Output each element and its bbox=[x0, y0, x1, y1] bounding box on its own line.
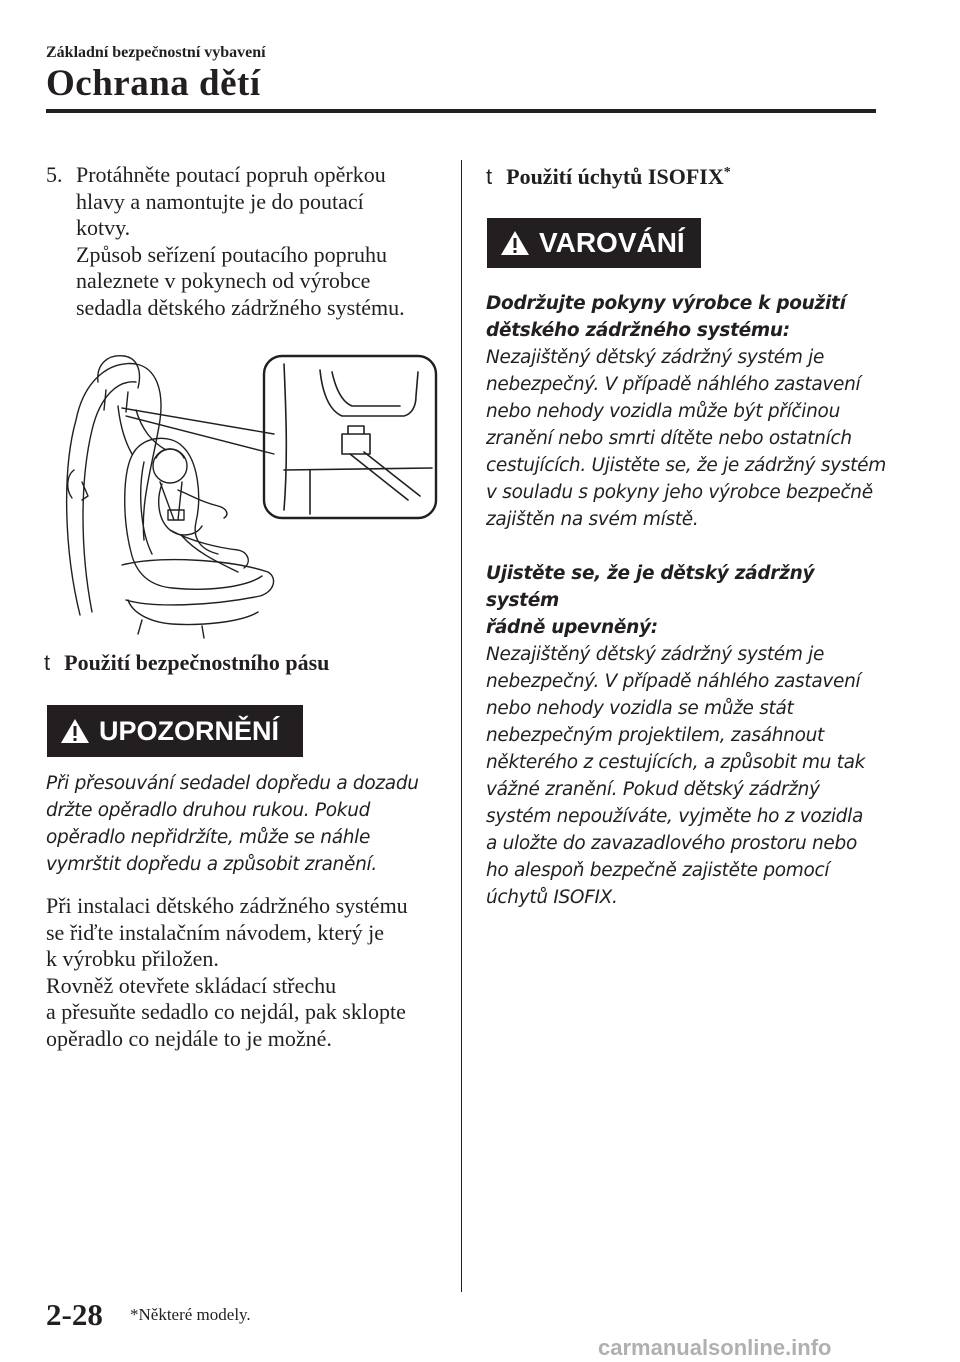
warning-block-1-title: Dodržujte pokyny výrobce k použití bbox=[486, 293, 846, 314]
warning-block-1 bbox=[486, 290, 886, 533]
isofix-heading-text: Použití úchytů ISOFIX bbox=[506, 164, 724, 189]
bullet-icon: t bbox=[44, 650, 51, 675]
title-rule bbox=[46, 109, 876, 113]
body-line: opěradlo co nejdále to je možné. bbox=[46, 1025, 332, 1051]
step-line: sedadla dětského zádržného systému. bbox=[76, 294, 405, 320]
step-line: Protáhněte poutací popruh opěrkou bbox=[76, 162, 386, 187]
warning-triangle-icon bbox=[499, 229, 531, 257]
warning-line: nebo nehody vozidla může být příčinou bbox=[486, 401, 841, 422]
warning-label: VAROVÁNÍ bbox=[539, 227, 685, 258]
warning-line: některého z cestujících, a způsobit mu tak bbox=[486, 752, 866, 773]
warning-line: ho alespoň bezpečně zajistěte pomocí bbox=[486, 860, 830, 881]
warning-line: vážné zranění. Pokud dětský zádržný bbox=[486, 779, 820, 800]
caution-badge bbox=[47, 705, 303, 757]
body-line: Rovněž otevřete skládací střechu bbox=[46, 972, 337, 998]
bullet-icon: t bbox=[486, 164, 493, 189]
step-5 bbox=[46, 162, 446, 322]
caution-label: UPOZORNĚNÍ bbox=[99, 715, 280, 746]
body-line: se řiďte instalačním návodem, který je bbox=[46, 919, 385, 945]
warning-line: systém nepoužíváte, vyjměte ho z vozidla bbox=[486, 806, 863, 827]
caution-line: Při přesouvání sedadel dopředu a dozadu bbox=[46, 773, 419, 794]
warning-line: Nezajištěný dětský zádržný systém je bbox=[486, 644, 825, 665]
warning-block-2-title: Ujistěte se, že je dětský zádržný systém bbox=[486, 563, 815, 611]
warning-line: úchytů ISOFIX. bbox=[486, 887, 618, 908]
warning-line: nebo nehody vozidla se může stát bbox=[486, 698, 794, 719]
step-line: kotvy. bbox=[76, 215, 131, 241]
page-number: 2-28 bbox=[46, 1297, 103, 1332]
warning-block-2 bbox=[486, 560, 886, 911]
column-divider bbox=[461, 160, 462, 1292]
seat-belt-heading-text: Použití bezpečnostního pásu bbox=[64, 650, 330, 675]
warning-line: v souladu s pokyny jeho výrobce bezpečně bbox=[486, 482, 873, 503]
warning-line: nebezpečným projektilem, zasáhnout bbox=[486, 725, 824, 746]
page-title: Ochrana dětí bbox=[46, 63, 261, 104]
seat-belt-heading bbox=[44, 650, 329, 676]
warning-line: Nezajištěný dětský zádržný systém je bbox=[486, 347, 825, 368]
child-seat-illustration bbox=[52, 350, 444, 640]
caution-text bbox=[46, 770, 456, 878]
warning-line: nebezpečný. V případě náhlého zastavení bbox=[486, 374, 861, 395]
caution-line: vymrštit dopředu a způsobit zranění. bbox=[46, 854, 377, 875]
section-label: Základní bezpečnostní vybavení bbox=[46, 44, 266, 61]
warning-line: zranění nebo smrti dítěte nebo ostatních bbox=[486, 428, 852, 449]
watermark: carmanualsonline.info bbox=[598, 1335, 832, 1360]
warning-line: nebezpečný. V případě náhlého zastavení bbox=[486, 671, 861, 692]
isofix-heading bbox=[486, 164, 731, 190]
step-line: naleznete v pokynech od výrobce bbox=[76, 268, 371, 294]
step-text bbox=[76, 162, 446, 322]
warning-line: a uložte do zavazadlového prostoru nebo bbox=[486, 833, 857, 854]
installation-paragraph bbox=[46, 893, 456, 1053]
warning-block-2-title: řádně upevněný: bbox=[486, 617, 658, 638]
body-line: a přesuňte sedadlo co nejdál, pak sklopte bbox=[46, 999, 406, 1025]
caution-line: držte opěradlo druhou rukou. Pokud bbox=[46, 800, 371, 821]
caution-line: opěradlo nepřidržíte, může se náhle bbox=[46, 827, 371, 848]
footnote: *Některé modely. bbox=[130, 1305, 251, 1324]
body-line: k výrobku přiložen. bbox=[46, 946, 219, 972]
warning-line: zajištěn na svém místě. bbox=[486, 509, 699, 530]
warning-block-1-title: dětského zádržného systému: bbox=[486, 320, 790, 341]
warning-triangle-icon bbox=[59, 717, 91, 745]
step-line: hlavy a namontujte je do poutací bbox=[76, 188, 364, 214]
step-line: Způsob seřízení poutacího popruhu bbox=[76, 241, 387, 267]
warning-badge bbox=[487, 218, 701, 268]
step-number: 5. bbox=[46, 162, 63, 187]
body-line: Při instalaci dětského zádržného systému bbox=[46, 893, 408, 918]
warning-line: cestujících. Ujistěte se, že je zádržný systém bbox=[486, 455, 886, 476]
optional-marker: * bbox=[723, 165, 731, 180]
